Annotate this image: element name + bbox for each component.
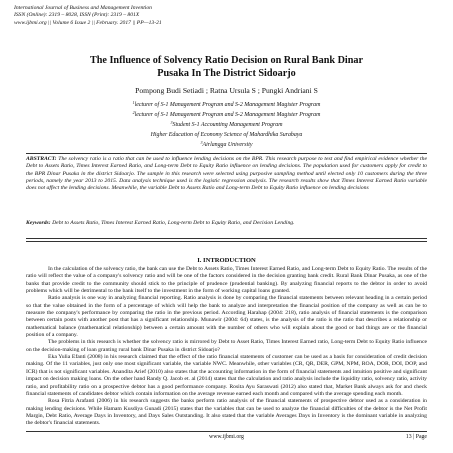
keywords-label: Keywords: [26,220,51,226]
abstract-label: ABSTRACT: [26,156,57,162]
abstract-text: The solvency ratio is a ratio that can be used to influence lending decisions on the BPR. This research purpose to test and find empirical evidence whether the Debt to Assets Ratio, Times Interest Earned Ratio, and Long-term Debt to Equity Ratio influence on lending decisions. The population used for customers apply for credit to the BPR Dinar Pusaka in the district Sidoarjo. The sample in this research were selected using purposive sampling method until elected only 10 customers during the three periods, namely the year 2013 to 2015. Data analysis technique used is the logistic regression analysis. The research results show that Times Interest Earned Ratio variable does not affect the lending decisions. Meanwhile, the variable Debt to Assets Ratio and Long-term Debt to Equity Ratio influence on lending decisions [26,156,427,192]
affiliation-number: 3 [170,120,173,126]
keywords-text: Debt to Assets Ratio, Times Interest Earned Ratio, Long-term Debt to Equity Ratio, and Decision Lending. [50,220,295,226]
affiliation-text: Airlangga University [202,142,253,149]
abstract [26,156,427,193]
paper-title-line-1: The Influence of Solvency Ratio Decision on Rural Bank Dinar [89,55,364,66]
affiliation-number: 1 [132,100,135,105]
affiliation-text: lecturer of S-1 Management Program and S-2 Management Magister Program [134,112,321,119]
abstract-top-rule [26,153,427,154]
paper-title [0,54,453,80]
author-list: Pompong Budi Setiadi ; Ratna Ursula S ; Pungki Andriani S [135,86,318,95]
page-number: 13 | Page [405,434,427,440]
affiliation-line [0,119,453,129]
body-paragraph: The problems in this research is whether the solvency ratio is mirrored by Debt to Asset Ratio, Times Interest Earned ratio, Long-term Debt to Equity Ratio influence on the decision-making of loan granting rural bank Dinar Pusaka in district Sidoarjo? [26,339,427,353]
keywords-bottom-rule [26,238,427,239]
journal-header [14,5,162,27]
affiliation-list [0,99,453,149]
affiliation-line [0,109,453,119]
body-paragraph: In the calculation of the solvency ratio, the bank can use the Debt to Assets Ratio, Times Interest Earned Ratio, and Long-term Debt to Equity Ratio. The results of the ratio will reflect the value of a company's solvency ratio and will be one of the factors considered in the decision granting bank credit. Rural Bank Dinar Pusaka, as one of the banks that provide credit to the community should stick to the principle of prudence (prudential banking). By analyzing financial reports to the debtor in order to avoid problems which will be detrimental to the bank itself to the investment in the form of working capital loans granted. [26,266,427,295]
body-paragraph: Ratio analysis is one way in analyzing financial reporting. Ratio analysis is done by comparing the financial statements between relevant heading in a certain period so that the value obtained in the form of a percentage of which will help the bank to analyze and interpretation the financial position of the company as well as can be to measure the company's performance by comparing the ratio in the previous period. According Harahap (2004: 218), ratio analysis of financial statements is the comparison between certain posts with another post that has a significant relationship. Munawir (2004: 64) states, is the analysis of the ratio is the ratio that describes a relationship or mathematical balance (mathematical relationship) between a certain amount with the number of others who will explain about the good or bad things are or the financial position of a company. [26,295,427,339]
footer-url[interactable]: www.ijbmi.org [209,434,244,440]
affiliation-line [0,139,453,149]
keywords-bottom-rule-2 [26,241,427,242]
body-paragraph: Eka Yulia Efanti (2008) in his research claimed that the effect of the ratio financial statements of customer can be used as a basis for consideration of credit decision making. Of the 11 variables, just only one most significant variable, the variable NWC. Meanwhile, other variables (CR, QR, DER, GPM, NPM, ROA, DOR, DOI, DOP, and ICR) that is not significant variables. Anandita Arief (2010) also states that the accounting information in the form of financial statements and intuition positive and significant impact on decision making loans. On the other hand Randy Q. Jacob et. al (2014) states that the calculation and ratio analysis include the liquidity ratio, solvency ratio, activity ratio, and profitability ratio on a prospective debtor has a good performance company. Rosita Ayu Saraswati (2012) also stated that, Market Bank always ask for and check financial statements of candidates debtor which contain information on the average revenue earned each month and compared with the average spending each month. [26,354,427,397]
affiliation-text: Higher Education of Economy Science of Mahardhika Surabaya [150,132,303,139]
footer-rule [26,431,427,432]
affiliation-line [0,129,453,139]
paper-title-line-2: Pusaka In The District Sidoarjo [157,68,296,79]
affiliation-text: lecturer of S-1 Management Program and S-2 Management Magister Program [134,102,321,108]
section-heading-introduction: I. INTRODUCTION [197,257,256,264]
affiliation-number: 2 [132,110,135,116]
introduction-body [26,266,427,428]
keywords [26,220,427,227]
journal-web-volume: www.ijbmi.org || Volume 6 Issue 2 || February. 2017 || PP—13-21 [14,19,162,26]
body-paragraph: Rosa Fitria Arafanti (2006) in his research suggests the banks perform ratio analysis of the financial statements of prospective debtor used as a consideration in making lending decisions. While Hamam Kusdiya Gunadi (2015) states that the variables that can be used to analyze the financial difficulties of the debtor is the Net Profit Margin, Debt Ratio, Average Days in Inventory, and Days Sales Outstanding. It also stated that the variable Averages Days in Inventory is the dominant variable in analyzing the debtor's financial statements. [26,398,427,427]
affiliation-text: Student S-1 Accounting Management Program [172,122,283,129]
affiliation-line [0,99,453,109]
journal-name: International Journal of Business and Management Invention [14,5,152,11]
journal-issn: ISSN (Online): 2319 – 8028, ISSN (Print): 2319 – 801X [14,12,140,19]
affiliation-number: 3 [200,140,203,146]
